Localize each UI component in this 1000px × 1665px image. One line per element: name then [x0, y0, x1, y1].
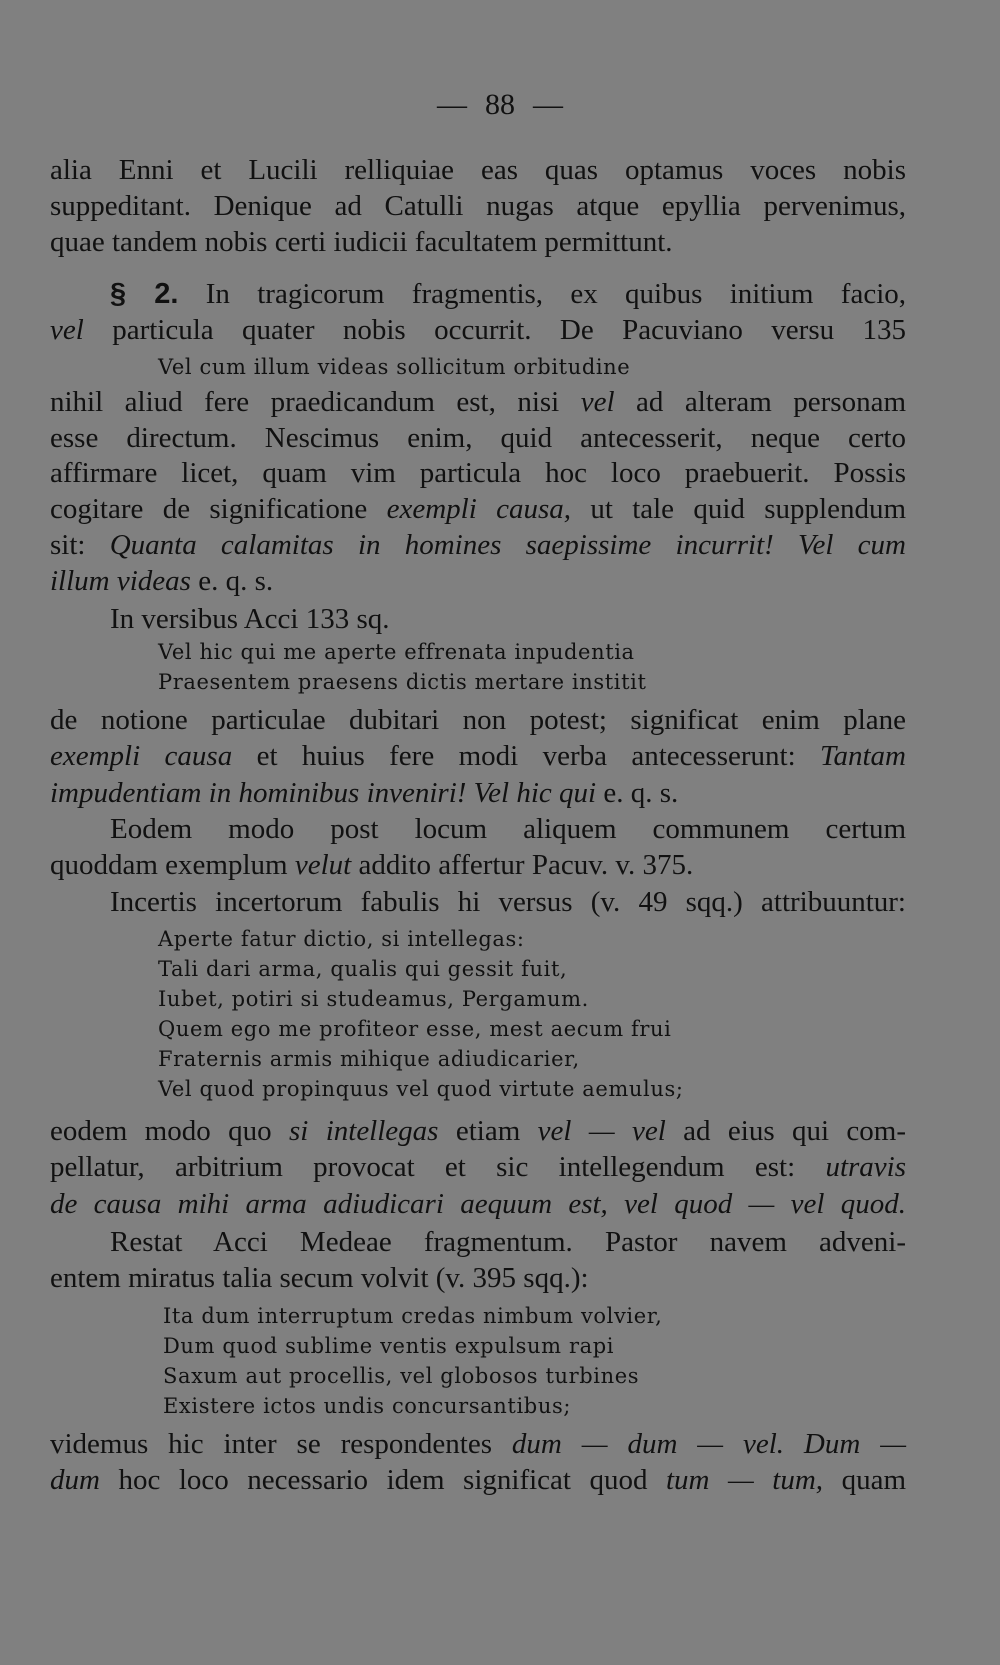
verse-line: Iubet, potiri si studeamus, Pergamum. [158, 987, 589, 1011]
text-span: In tragicorum fragmentis, ex quibus initium facio, [205, 278, 907, 310]
text-line: entem miratus talia secum volvit (v. 395 sqq.): [50, 1262, 589, 1294]
verse-line: Vel hic qui me aperte effrenata inpudentia [158, 640, 635, 664]
italic-span: Quanta calamitas in homines saepissime incurrit! Vel cum [109, 529, 906, 561]
verse-line: Praesentem praesens dictis mertare institit [158, 670, 647, 694]
text-line [50, 312, 906, 348]
italic-span: impudentiam in hominibus inveniri! Vel hic qui [50, 777, 597, 809]
text-line: Eodem modo post locum aliquem communem certum [110, 813, 906, 845]
text-line [50, 1149, 906, 1185]
text-line [50, 775, 906, 811]
text-line: suppeditant. Denique ad Catulli nugas atque epyllia pervenimus, [50, 190, 906, 222]
verse-line: Tali dari arma, qualis qui gessit fuit, [158, 957, 568, 981]
text-span: etiam [455, 1115, 521, 1147]
italic-span: illum videas [50, 565, 191, 597]
text-line [50, 738, 906, 774]
italic-span: tum — tum, [666, 1464, 824, 1496]
page-number-dash-right: — [533, 88, 563, 121]
text-line [110, 276, 906, 312]
text-line: In versibus Acci 133 sq. [110, 603, 390, 635]
text-span: ad alteram personam [636, 386, 907, 418]
text-span: particula quater nobis occurrit. De Pacuviano versu 135 [112, 314, 906, 346]
text-line [50, 1462, 906, 1498]
text-line [50, 847, 906, 883]
text-line: Incertis incertorum fabulis hi versus (v. 49 sqq.) attribuuntur: [110, 886, 906, 918]
page-number-value: 88 [485, 88, 515, 121]
italic-span: Tantam [820, 740, 906, 772]
text-line: Restat Acci Medeae fragmentum. Pastor navem adveni- [110, 1226, 906, 1258]
section-marker: § 2. [110, 278, 179, 310]
text-line [50, 384, 906, 420]
text-span: pellatur, arbitrium provocat et sic intellegendum est: [50, 1151, 796, 1183]
text-span: nihil aliud fere praedicandum est, nisi [50, 386, 560, 418]
verse-line: Ita dum interruptum credas nimbum volvier, [163, 1304, 663, 1328]
italic-span: dum — dum — vel. Dum — [511, 1428, 907, 1460]
text-line [50, 491, 906, 527]
italic-span: exempli causa [50, 740, 233, 772]
text-span: e. q. s. [603, 777, 679, 809]
text-span: ad eius qui com- [683, 1115, 907, 1147]
page-number-dash-left: — [437, 88, 467, 121]
verse-line: Dum quod sublime ventis expulsum rapi [163, 1334, 615, 1358]
verse-line: Aperte fatur dictio, si intellegas: [158, 927, 525, 951]
italic-span: dum [50, 1464, 100, 1496]
text-span: videmus hic inter se respondentes [50, 1428, 493, 1460]
text-line [50, 563, 906, 599]
text-span: eodem modo quo [50, 1115, 272, 1147]
text-line [50, 527, 906, 563]
page-number [0, 88, 1000, 122]
verse-line: Existere ictos undis concursantibus; [163, 1394, 571, 1418]
verse-line: Quem ego me profiteor esse, mest aecum frui [158, 1017, 672, 1041]
italic-span: si intellegas [288, 1115, 439, 1147]
verse-line: Fraternis armis mihique adiudicarier, [158, 1047, 580, 1071]
text-line: affirmare licet, quam vim particula hoc loco praebuerit. Possis [50, 457, 906, 489]
italic-span: vel — vel [537, 1115, 666, 1147]
italic-span: de causa mihi arma adiudicari aequum est, vel quod — vel quod. [50, 1188, 906, 1220]
text-line [50, 1113, 906, 1149]
text-line [50, 1186, 906, 1222]
text-span: hoc loco necessario idem significat quod [118, 1464, 648, 1496]
text-span: et huius fere modi verba antecesserunt: [256, 740, 796, 772]
text-line: de notione particulae dubitari non potest; significat enim plane [50, 704, 906, 736]
text-span: quoddam exemplum [50, 849, 288, 881]
verse-line: Vel cum illum videas sollicitum orbitudine [158, 355, 631, 379]
italic-span: utravis [825, 1151, 906, 1183]
italic-span: vel [50, 314, 84, 346]
text-line: esse directum. Nescimus enim, quid antecesserit, neque certo [50, 422, 906, 454]
verse-line: Vel quod propinquus vel quod virtute aemulus; [158, 1077, 684, 1101]
italic-span: exempli causa, [386, 493, 571, 525]
text-line: quae tandem nobis certi iudicii facultatem permittunt. [50, 226, 673, 258]
text-span: addito affertur Pacuv. v. 375. [358, 849, 694, 881]
italic-span: vel [580, 386, 615, 418]
text-span: ut tale quid supplendum [590, 493, 907, 525]
text-span: cogitare de significatione [50, 493, 368, 525]
text-span: sit: [50, 529, 86, 561]
text-line: alia Enni et Lucili relliquiae eas quas optamus voces nobis [50, 154, 906, 186]
text-span: e. q. s. [198, 565, 274, 597]
verse-line: Saxum aut procellis, vel globosos turbines [163, 1364, 640, 1388]
text-line [50, 1426, 906, 1462]
italic-span: velut [294, 849, 352, 881]
text-span: quam [841, 1464, 907, 1496]
